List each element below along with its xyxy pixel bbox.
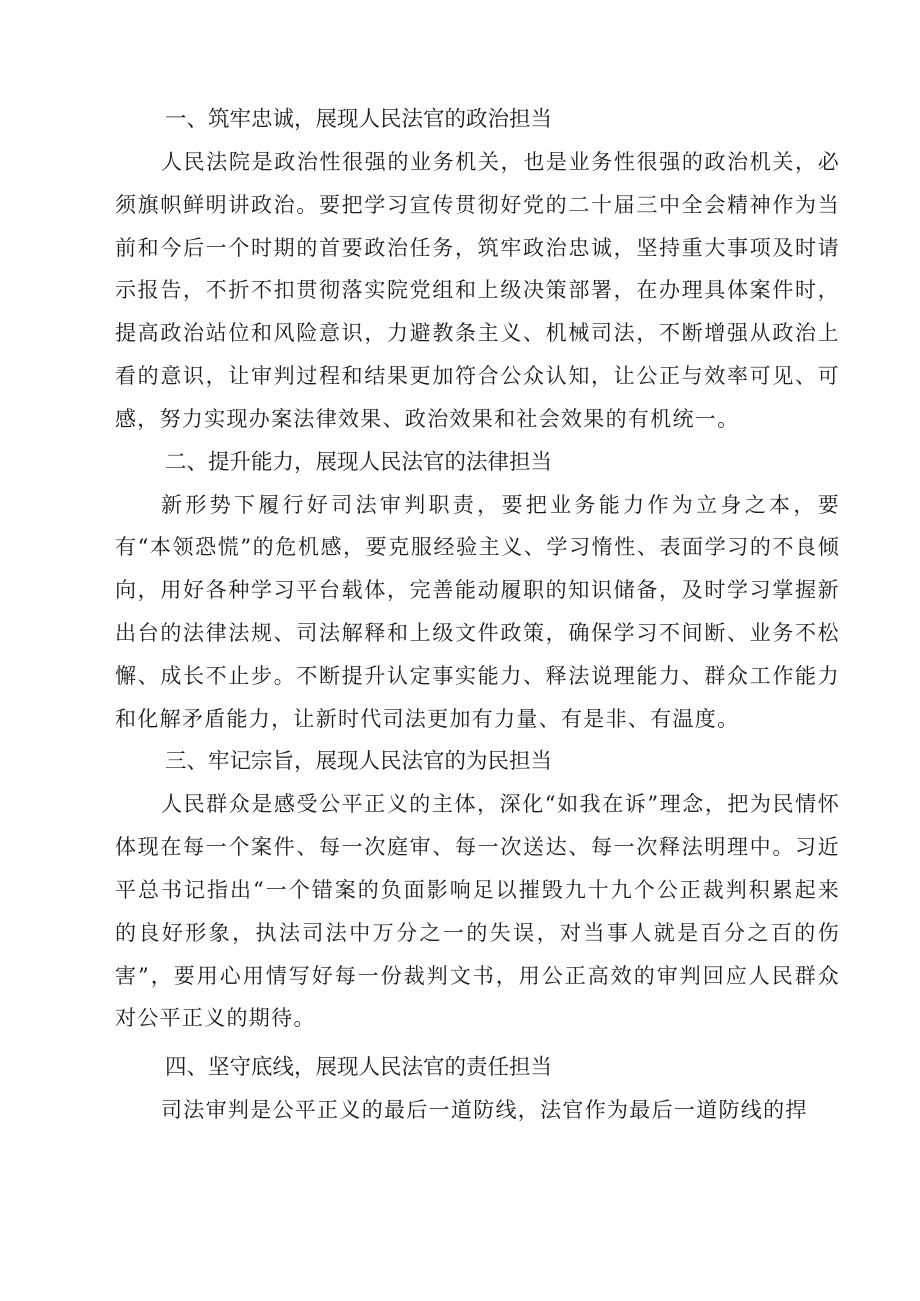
section-heading-3: 三、牢记宗旨，展现人民法官的为民担当 — [165, 749, 553, 775]
section-body-4: 司法审判是公平正义的最后一道防线，法官作为最后一道防线的捍 — [161, 1098, 808, 1123]
section-heading-2: 二、提升能力，展现人民法官的法律担当 — [165, 449, 553, 475]
section-heading-4: 四、坚守底线，展现人民法官的责任担当 — [165, 1055, 553, 1081]
section-body-3: 人民群众是感受公平正义的主体，深化“如我在诉”理念，把为民情怀体现在每一个案件、每一次庭审、每一次送达、每一次释法明理中。习近平总书记指出“一个错案的负面影响足以摧毁九十九个公正裁判积累起来的良好形象，执法司法中万分之一的失误，对当事人就是百分之百的伤害”，要用心用情写好每一份裁判文书，用公正高效的审判回应人民群众对公平正义的期待。 — [115, 792, 840, 1031]
section-body-1: 人民法院是政治性很强的业务机关，也是业务性很强的政治机关，必须旗帜鲜明讲政治。要把学习宣传贯彻好党的二十届三中全会精神作为当前和今后一个时期的首要政治任务，筑牢政治忠诚，坚持重大事项及时请示报告，不折不扣贯彻落实院党组和上级决策部署，在办理具体案件时，提高政治站位和风险意识，力避教条主义、机械司法，不断增强从政治上看的意识，让审判过程和结果更加符合公众认知，让公正与效率可见、可感，努力实现办案法律效果、政治效果和社会效果的有机统一。 — [115, 150, 840, 431]
section-heading-1: 一、筑牢忠诚，展现人民法官的政治担当 — [165, 107, 553, 132]
section-body-2: 新形势下履行好司法审判职责，要把业务能力作为立身之本，要有“本领恐慌”的危机感，要克服经验主义、学习惰性、表面学习的不良倾向，用好各种学习平台载体，完善能动履职的知识储备，及时学习掌握新出台的法律法规、司法解释和上级文件政策，确保学习不间断、业务不松懈、成长不止步。不断提升认定事实能力、释法说理能力、群众工作能力和化解矛盾能力，让新时代司法更加有力量、有是非、有温度。 — [115, 492, 840, 731]
document-page — [115, 98, 840, 1132]
